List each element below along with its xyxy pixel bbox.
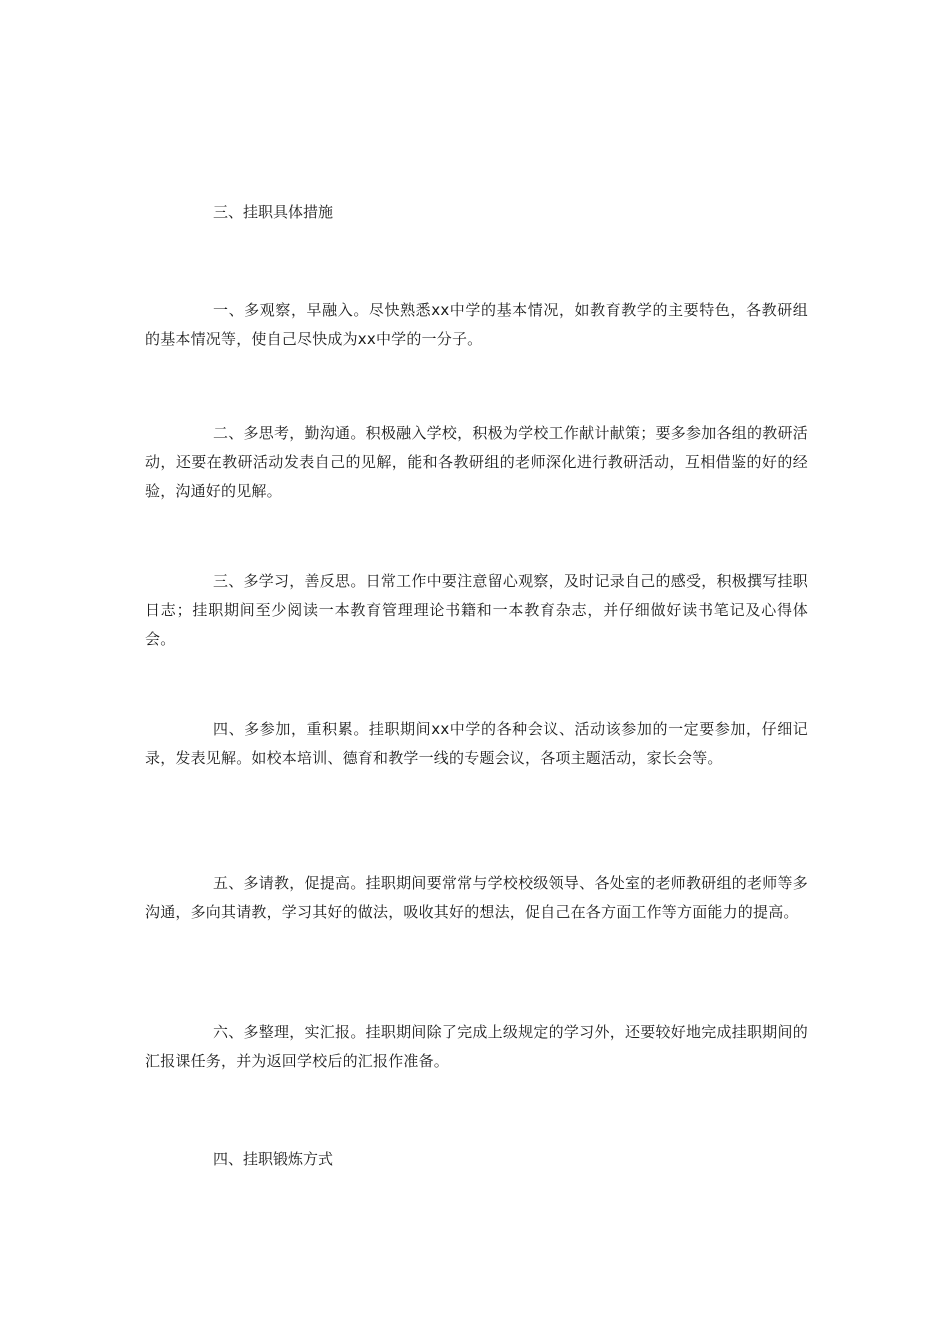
section-heading-measures: 三、挂职具体措施	[213, 203, 334, 221]
paragraph-consult: 五、多请教，促提高。挂职期间要常常与学校校级领导、各处室的老师教研组的老师等多沟通，多向其请教，学习其好的做法，吸收其好的想法，促自己在各方面工作等方面能力的提高。	[145, 874, 808, 921]
paragraph-observe: 一、多观察，早融入。尽快熟悉xx中学的基本情况，如教育教学的主要特色，各教研组的基本情况等，使自己尽快成为xx中学的一分子。	[145, 301, 808, 348]
section-heading-methods: 四、挂职锻炼方式	[213, 1150, 334, 1168]
paragraph-study: 三、多学习，善反思。日常工作中要注意留心观察，及时记录自己的感受，积极撰写挂职日志；挂职期间至少阅读一本教育管理理论书籍和一本教育杂志，并仔细做好读书笔记及心得体会。	[145, 572, 808, 648]
paragraph-think: 二、多思考，勤沟通。积极融入学校，积极为学校工作献计献策；要多参加各组的教研活动，还要在教研活动发表自己的见解，能和各教研组的老师深化进行教研活动，互相借鉴的好的经验，沟通好的见解。	[145, 424, 808, 500]
paragraph-report: 六、多整理，实汇报。挂职期间除了完成上级规定的学习外，还要较好地完成挂职期间的汇报课任务，并为返回学校后的汇报作准备。	[145, 1023, 808, 1070]
paragraph-participate: 四、多参加，重积累。挂职期间xx中学的各种会议、活动该参加的一定要参加，仔细记录，发表见解。如校本培训、德育和教学一线的专题会议，各项主题活动，家长会等。	[145, 720, 808, 767]
